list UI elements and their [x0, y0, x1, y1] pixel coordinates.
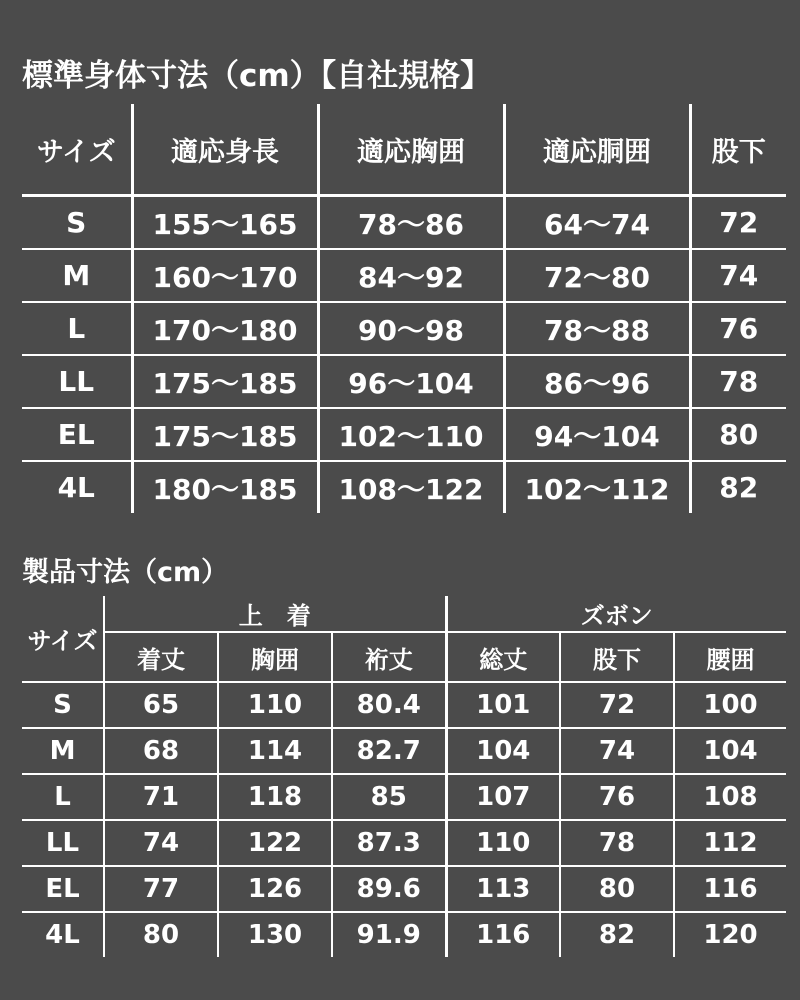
cell-size: S: [22, 682, 104, 728]
cell-height: 160～170: [132, 249, 318, 302]
cell-chest: 110: [218, 682, 332, 728]
cell-size: 4L: [57, 471, 95, 504]
column-header-inseam: 股下: [560, 632, 674, 682]
cell-height: 175～185: [132, 355, 318, 408]
cell-hip: 112: [674, 820, 786, 866]
cell-height: 180～185: [132, 461, 318, 513]
table-row: [22, 461, 786, 513]
cell-size: LL: [22, 355, 132, 408]
cell-chest: 126: [218, 866, 332, 912]
column-header-height: 適応身長: [132, 104, 318, 196]
cell-sleeve: 87.3: [332, 820, 446, 866]
column-header-inseam: 股下: [690, 104, 786, 196]
table-row: [22, 249, 786, 302]
cell-chest: 102～110: [318, 408, 504, 461]
cell-length: 65: [104, 682, 218, 728]
column-header-size: サイズ: [22, 104, 132, 196]
cell-inseam: 78: [690, 355, 786, 408]
cell-total-length: 104: [446, 728, 560, 774]
cell-hip: 108: [674, 774, 786, 820]
cell-waist: 102～112: [504, 461, 690, 513]
cell-height: 170～180: [132, 302, 318, 355]
cell-inseam: 82: [560, 912, 674, 957]
cell-waist: 64～74: [504, 196, 690, 250]
cell-length: 71: [104, 774, 218, 820]
cell-size: L: [22, 302, 132, 355]
cell-chest: 130: [218, 912, 332, 957]
column-header-waist: 適応胴囲: [504, 104, 690, 196]
cell-inseam: 76: [690, 302, 786, 355]
cell-chest: 114: [218, 728, 332, 774]
cell-size: S: [22, 196, 132, 250]
column-header-hip: 腰囲: [674, 632, 786, 682]
column-header-total-length: 総丈: [446, 632, 560, 682]
cell-length: 77: [104, 866, 218, 912]
cell-sleeve: 82.7: [332, 728, 446, 774]
cell-sleeve: 80.4: [332, 682, 446, 728]
standard-body-size-title: 標準身体寸法（cm）【自社規格】: [22, 58, 492, 94]
table-row: [22, 774, 786, 820]
cell-inseam: 72: [560, 682, 674, 728]
cell-sleeve: 89.6: [332, 866, 446, 912]
cell-waist: 86～96: [504, 355, 690, 408]
cell-size: LL: [22, 820, 104, 866]
table-row: [22, 408, 786, 461]
cell-chest: 108～122: [318, 461, 504, 513]
cell-size: EL: [22, 408, 132, 461]
table-row: [22, 866, 786, 912]
cell-inseam: 76: [560, 774, 674, 820]
cell-hip: 100: [674, 682, 786, 728]
cell-inseam: 74: [560, 728, 674, 774]
cell-total-length: 110: [446, 820, 560, 866]
cell-chest: 118: [218, 774, 332, 820]
group-header-row: [22, 596, 786, 632]
cell-total-length: 101: [446, 682, 560, 728]
table-row: [22, 355, 786, 408]
cell-hip: 116: [674, 866, 786, 912]
cell-chest: 78～86: [318, 196, 504, 250]
product-size-table: [22, 596, 786, 957]
cell-size: M: [22, 728, 104, 774]
table-row: [22, 912, 786, 957]
cell-height: 155～165: [132, 196, 318, 250]
cell-chest: 84～92: [318, 249, 504, 302]
table-row: [22, 728, 786, 774]
column-header-chest: 胸囲: [218, 632, 332, 682]
column-header-length: 着丈: [104, 632, 218, 682]
cell-total-length: 107: [446, 774, 560, 820]
cell-inseam: 78: [560, 820, 674, 866]
cell-inseam: 82: [690, 461, 786, 513]
cell-inseam: 80: [690, 408, 786, 461]
table-header-row: [22, 104, 786, 196]
column-header-size: サイズ: [22, 596, 104, 682]
column-header-chest: 適応胸囲: [318, 104, 504, 196]
cell-total-length: 116: [446, 912, 560, 957]
cell-size: EL: [22, 866, 104, 912]
product-size-title: 製品寸法（cm）: [22, 557, 229, 588]
cell-length: 68: [104, 728, 218, 774]
cell-waist: 78～88: [504, 302, 690, 355]
cell-size: L: [22, 774, 104, 820]
cell-size: 4L: [45, 920, 80, 950]
sub-header-row: [22, 632, 786, 682]
table-row: [22, 820, 786, 866]
cell-total-length: 113: [446, 866, 560, 912]
cell-waist: 72～80: [504, 249, 690, 302]
column-header-sleeve: 裄丈: [332, 632, 446, 682]
cell-hip: 120: [674, 912, 786, 957]
cell-chest: 96～104: [318, 355, 504, 408]
group-header-jacket: 上 着: [104, 596, 446, 632]
table-row: [22, 196, 786, 250]
cell-height: 175～185: [132, 408, 318, 461]
group-header-pants: ズボン: [446, 596, 786, 632]
cell-sleeve: 91.9: [332, 912, 446, 957]
cell-size: M: [22, 249, 132, 302]
cell-waist: 94～104: [504, 408, 690, 461]
table-row: [22, 682, 786, 728]
cell-length: 80: [104, 912, 218, 957]
cell-length: 74: [104, 820, 218, 866]
cell-hip: 104: [674, 728, 786, 774]
cell-inseam: 72: [690, 196, 786, 250]
table-row: [22, 302, 786, 355]
cell-chest: 122: [218, 820, 332, 866]
cell-inseam: 80: [560, 866, 674, 912]
cell-sleeve: 85: [332, 774, 446, 820]
cell-chest: 90～98: [318, 302, 504, 355]
standard-body-size-table: [22, 104, 786, 513]
cell-inseam: 74: [690, 249, 786, 302]
